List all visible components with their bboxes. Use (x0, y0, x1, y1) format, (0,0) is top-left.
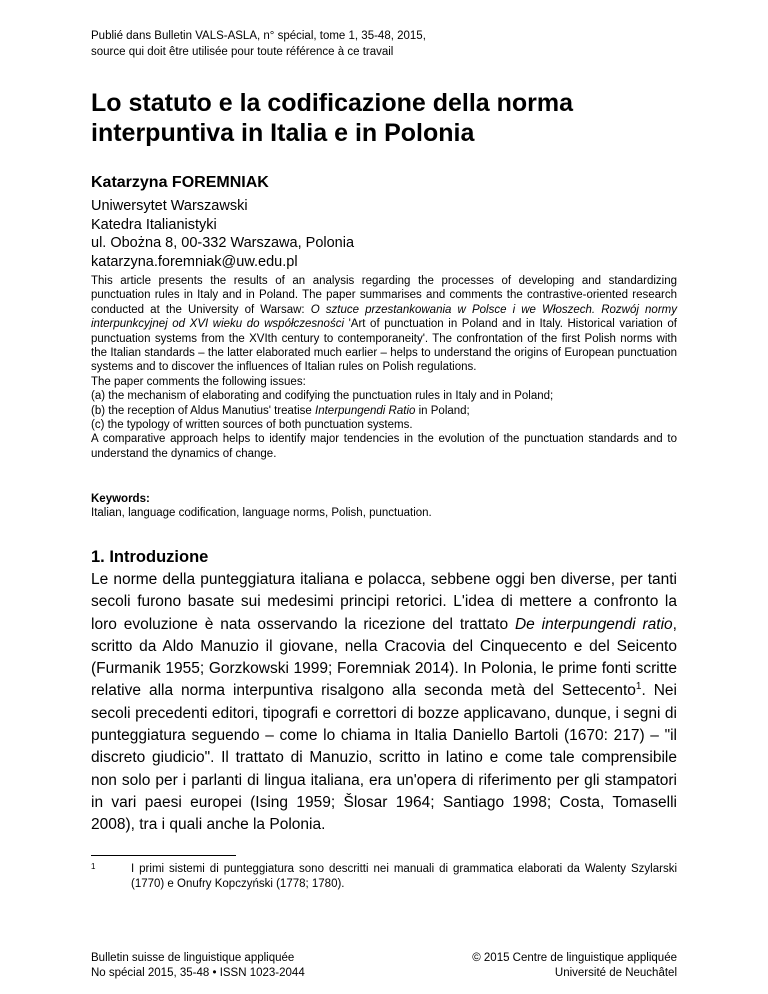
abstract-item-b-text: (b) the reception of Aldus Manutius' treatise (91, 404, 316, 417)
footnote-mark: 1 (91, 862, 96, 871)
footer-journal-name: Bulletin suisse de linguistique appliquée (91, 952, 295, 964)
footer-copyright (472, 951, 677, 981)
affiliation-address: ul. Obożna 8, 00-332 Warszawa, Polonia (91, 235, 355, 251)
keywords-list: Italian, language codification, language norms, Polish, punctuation. (91, 507, 432, 519)
article-title-line2: interpuntiva in Italia e in Polonia (91, 119, 475, 147)
footer-journal-issue: No spécial 2015, 35-48 • ISSN 1023-2044 (91, 967, 305, 979)
abstract-item-b-end: in Poland; (415, 404, 470, 417)
abstract-paragraph (91, 274, 677, 375)
section-heading: 1. Introduzione (91, 548, 209, 566)
abstract-item-c: (c) the typology of written sources of both punctuation systems. (91, 419, 413, 432)
author-name: Katarzyna FOREMNIAK (91, 174, 269, 191)
body-text-2: , scritto da Aldo Manuzio il giovane, nella Cracovia del Cinquecento e del Seicento (Furmanik 1955; Gorzkowski 1999; Foremniak 2014). In Polonia, le prime fonti scritte relative alla norma interpuntiva risalgono alla seconda metà del Settecento (91, 615, 677, 700)
body-text-3: . Nei secoli precedenti editori, tipografi e correttori di bozze applicavano, dunque, i segni di punteggiatura seguendo – come lo chiama in Italia Daniello Bartoli (1670: 217) – "il discreto giudicio". Il trattato di Manuzio, scritto in latino e come tale comprensibile non solo per i parlanti di lingua italiana, era un'opera di riferimento per gli stampatori in vari paesi europei (Ising 1959; Šlosar 1964; Santiago 1998; Costa, Tomaselli 2008), tra i quali anche la Polonia. (91, 682, 677, 834)
footer-institution: Université de Neuchâtel (554, 967, 677, 979)
project-title: O sztuce przestankowania w Polsce i we Włoszech. Rozwój normy interpunkcyjnej od XVI wieku do współczesności (91, 303, 677, 331)
publication-note (91, 28, 651, 60)
body-text-1: Le norme della punteggiatura italiana e polacca, sebbene oggi ben diverse, per tanti secoli furono basate sui medesimi principi retorici. L'idea di mettere a confronto la loro evoluzione è nata osservando la ricezione del trattato (91, 571, 677, 633)
article-title-line1: Lo statuto e la codificazione della norma (91, 89, 574, 117)
abstract-issues-intro: The paper comments the following issues: (91, 375, 306, 388)
article-title (91, 88, 691, 148)
body-treatise-title: De interpungendi ratio (514, 615, 673, 633)
author-affiliation (91, 197, 591, 271)
footnote-reference[interactable]: 1 (635, 681, 642, 693)
footnote-separator (91, 855, 236, 856)
body-paragraph (91, 569, 677, 837)
abstract-item-a: (a) the mechanism of elaborating and codifying the punctuation rules in Italy and in Poland; (91, 390, 554, 403)
author-email: katarzyna.foremniak@uw.edu.pl (91, 253, 298, 270)
publication-note-line2: source qui doit être utilisée pour toute référence à ce travail (91, 46, 394, 58)
footer-journal (91, 951, 305, 981)
footer-copyright-line: © 2015 Centre de linguistique appliquée (472, 952, 677, 964)
affiliation-department: Katedra Italianistyki (91, 216, 217, 233)
publication-note-line1: Publié dans Bulletin VALS-ASLA, n° spécial, tome 1, 35-48, 2015, (91, 30, 426, 42)
keywords-label: Keywords: (91, 493, 150, 505)
abstract-closing: A comparative approach helps to identify major tendencies in the evolution of the punctuation standards and to understand the dynamics of change. (91, 433, 677, 460)
affiliation-university: Uniwersytet Warszawski (91, 198, 248, 214)
abstract-text-cont: 'Art of punctuation in Poland and in Italy. Historical variation of punctuation systems from the XVIth century to contemporaneity'. The confrontation of the first Polish norms with the Italian standards – the latter elaborated much earlier – helps to understand the origins of European punctuation systems and to discover the influences of Italian rules on Polish regulations. (91, 318, 677, 374)
footnote-text: I primi sistemi di punteggiatura sono descritti nei manuali di grammatica elaborati da Walenty Szylarski (1770) e Onufry Kopczyński (1778; 1780). (131, 863, 677, 890)
abstract (91, 274, 677, 461)
treatise-title: Interpungendi Ratio (315, 404, 416, 417)
abstract-item-b (91, 404, 677, 418)
abstract-text: This article presents the results of an analysis regarding the processes of developing and standardizing punctuation rules in Italy and in Poland. The paper summarises and comments the contrastive-oriented research conducted at the University of Warsaw: (91, 275, 677, 316)
